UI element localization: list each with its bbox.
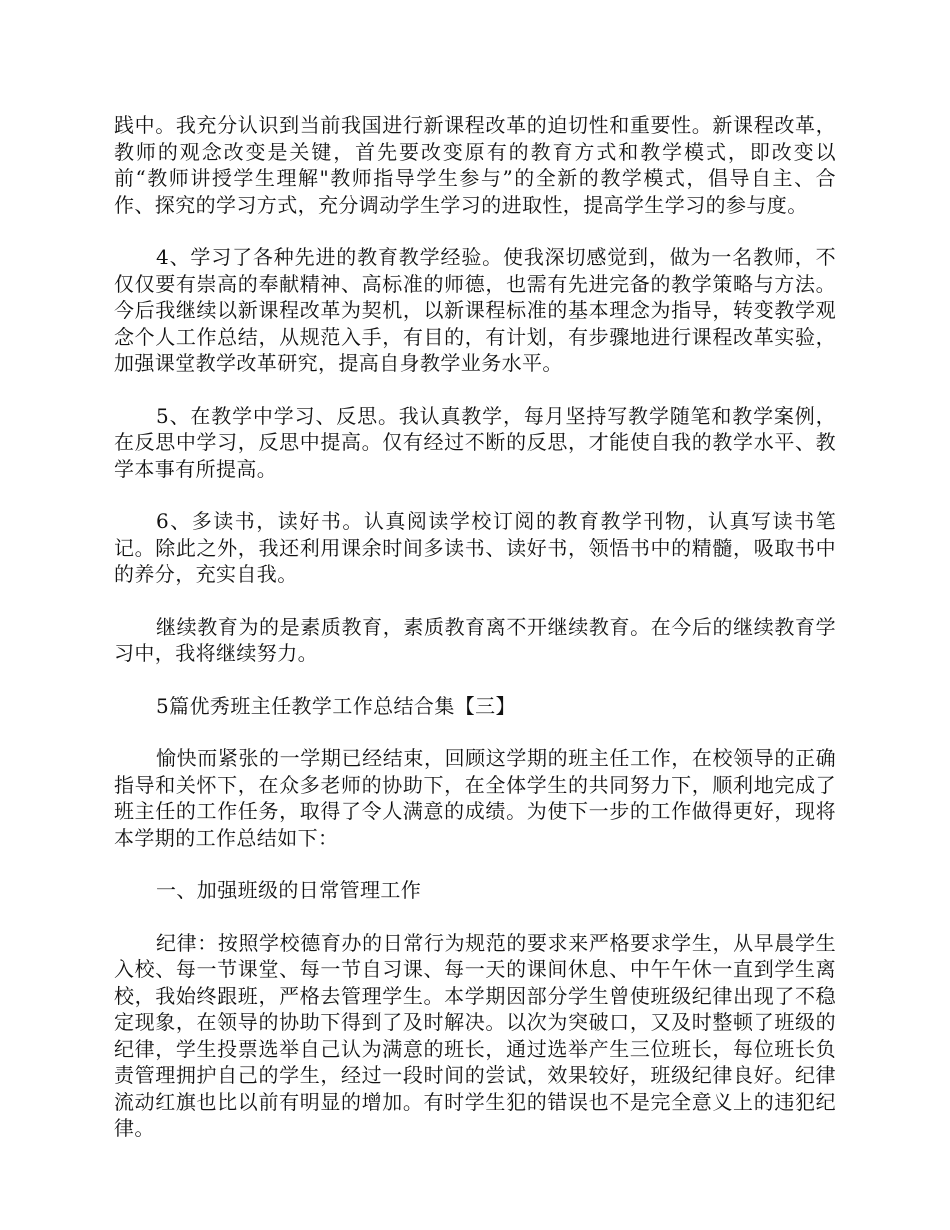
paragraph-conclusion: 继续教育为的是素质教育，素质教育离不开继续教育。在今后的继续教育学习中，我将继续努力。 xyxy=(114,614,836,665)
paragraph-item-5: 5、在教学中学习、反思。我认真教学，每月坚持写教学随笔和教学案例，在反思中学习，反思中提高。仅有经过不断的反思，才能使自我的教学水平、教学本事有所提高。 xyxy=(114,403,836,481)
paragraph-item-6: 6、多读书，读好书。认真阅读学校订阅的教育教学刊物，认真写读书笔记。除此之外，我还利用课余时间多读书、读好书，领悟书中的精髓，吸取书中的养分，充实自我。 xyxy=(114,509,836,586)
section-title: 5篇优秀班主任教学工作总结合集【三】 xyxy=(156,693,516,718)
paragraph-intro: 愉快而紧张的一学期已经结束，回顾这学期的班主任工作，在校领导的正确指导和关怀下，在众多老师的协助下，在全体学生的共同努力下，顺利地完成了班主任的工作任务，取得了令人满意的成绩。为使下一步的工作做得更好，现将本学期的工作总结如下： xyxy=(114,746,836,850)
paragraph-item-4: 4、学习了各种先进的教育教学经验。使我深切感觉到，做为一名教师，不仅仅要有崇高的奉献精神、高标准的师德，也需有先进完备的教学策略与方法。今后我继续以新课程改革为契机，以新课程标准的基本理念为指导，转变教学观念个人工作总结，从规范入手，有目的，有计划，有步骤地进行课程改革实验，加强课堂教学改革研究，提高自身教学业务水平。 xyxy=(114,245,836,375)
subsection-heading: 一、加强班级的日常管理工作 xyxy=(156,878,422,902)
paragraph-continuation: 践中。我充分认识到当前我国进行新课程改革的迫切性和重要性。新课程改革，教师的观念改变是关键，首先要改变原有的教育方式和教学模式，即改变以前“教师讲授学生理解"教师指导学生参与”的全新的教学模式，倡导自主、合作、探究的学习方式，充分调动学生学习的进取性，提高学生学习的参与度。 xyxy=(114,113,836,217)
document-body xyxy=(114,112,836,1168)
paragraph-discipline: 纪律：按照学校德育办的日常行为规范的要求来严格要求学生，从早晨学生入校、每一节课堂、每一节自习课、每一天的课间休息、中午午休一直到学生离校，我始终跟班，严格去管理学生。本学期因部分学生曾使班级纪律出现了不稳定现象，在领导的协助下得到了及时解决。以次为突破口，又及时整顿了班级的纪律，学生投票选举自己认为满意的班长，通过选举产生三位班长，每位班长负责管理拥护自己的学生，经过一段时间的尝试，效果较好，班级纪律良好。纪律流动红旗也比以前有明显的增加。有时学生犯的错误也不是完全意义上的违犯纪律。 xyxy=(114,930,836,1140)
